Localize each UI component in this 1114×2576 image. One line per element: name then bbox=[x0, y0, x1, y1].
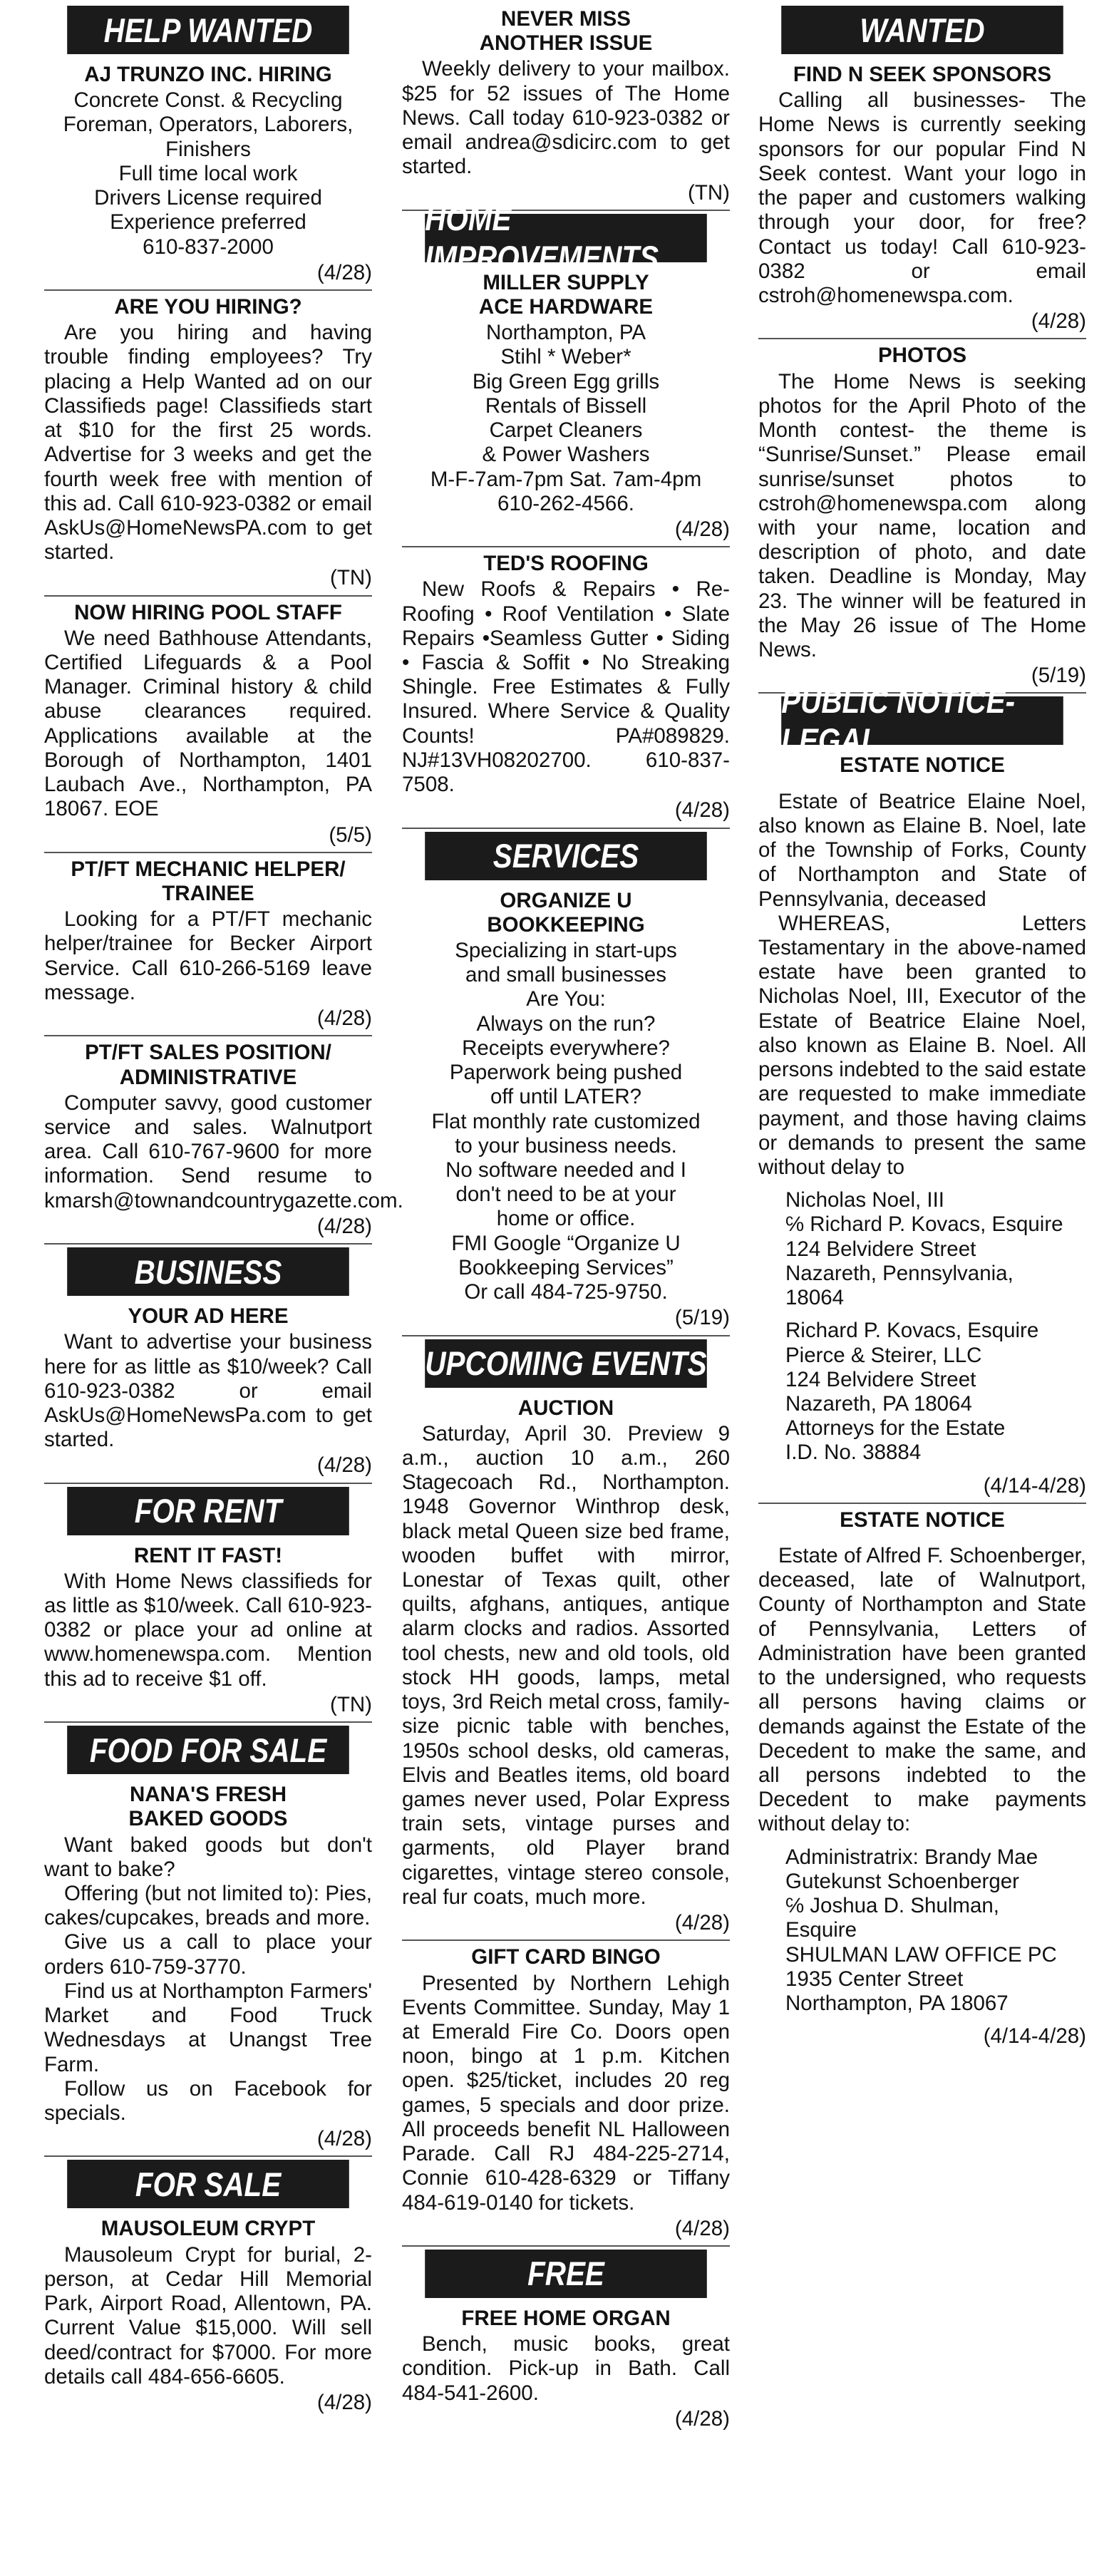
ad-body: Calling all businesses- The Home News is currently seeking sponsors for our popular Find N Seek contest. Want your logo in the paper and customers walking through your door, for free? Contact us today! Call 610-923-0382 or email cstroh@homenewspa.com. bbox=[758, 88, 1086, 307]
section-header-business: BUSINESS bbox=[67, 1247, 349, 1296]
ad-paragraph: Estate of Beatrice Elaine Noel, also known as Elaine B. Noel, late of the Township of Forks, County of Northampton and State of Pennsylvania, deceased bbox=[758, 789, 1086, 911]
ad-title: AJ TRUNZO INC. HIRING bbox=[84, 63, 332, 86]
ad-body: Looking for a PT/FT mechanic helper/trainee for Becker Airport Service. Call 610-266-5169 leave message. bbox=[44, 907, 372, 1004]
ad-date: (TN) bbox=[330, 1692, 372, 1716]
ad-find-n-seek bbox=[758, 58, 1086, 339]
ad-date: (4/28) bbox=[674, 2216, 730, 2240]
column-left bbox=[44, 3, 403, 2419]
ad-date: (4/28) bbox=[674, 798, 730, 823]
ad-organize bbox=[402, 885, 730, 1336]
section-header-for-sale: FOR SALE bbox=[67, 2160, 349, 2208]
ad-paragraph: Want baked goods but don't want to bake? bbox=[44, 1833, 372, 1881]
ad-body: Want to advertise your business here for as little as $10/week? Call 610-923-0382 or email AskUs@HomeNewsPa.com to get started. bbox=[44, 1330, 372, 1452]
section-header-public-notice: PUBLIC NOTICE-LEGAL bbox=[781, 696, 1063, 745]
section-header-wanted: WANTED bbox=[781, 6, 1063, 54]
ad-photos bbox=[758, 339, 1086, 694]
ad-paragraph: Offering (but not limited to): Pies, cakes/cupcakes, breads and more. bbox=[44, 1882, 372, 1930]
ad-title: YOUR AD HERE bbox=[128, 1304, 289, 1329]
ad-mechanic bbox=[44, 853, 372, 1037]
ad-title: TED'S ROOFING bbox=[483, 552, 649, 576]
ad-body: Northampton, PA Stihl * Weber* Big Green Egg grills Rentals of Bissell Carpet Cleaners & Power Washers M-F-7am-7pm Sat. 7am-4pm 610-262-4566. bbox=[430, 321, 702, 515]
ad-title: PHOTOS bbox=[877, 344, 967, 368]
ad-date: (4/28) bbox=[674, 517, 730, 541]
section-header-home-improvements: HOME IMPROVEMENTS bbox=[425, 214, 707, 262]
ad-bingo bbox=[402, 1941, 730, 2247]
ad-body: The Home News is seeking photos for the April Photo of the Month contest- the theme is “Sunrise/Sunset.” Please email sunrise/sunset photos to cstroh@homenewspa.com along with your name, location and description of photo, and date taken. Deadline is Monday, May 23. The winner will be featured in the May 26 issue of The Home News. bbox=[758, 369, 1086, 662]
section-header-services: SERVICES bbox=[425, 832, 707, 880]
ad-date: (4/28) bbox=[316, 2390, 372, 2414]
ad-date: (4/14-4/28) bbox=[983, 1473, 1086, 1498]
ad-date: (5/19) bbox=[1031, 664, 1086, 688]
section-header-for-rent: FOR RENT bbox=[67, 1487, 349, 1535]
ad-title: FIND N SEEK SPONSORS bbox=[793, 63, 1052, 86]
ad-crypt bbox=[44, 2212, 372, 2419]
ad-trunzo bbox=[44, 58, 372, 291]
ad-auction bbox=[402, 1392, 730, 1942]
ad-title: ESTATE NOTICE bbox=[840, 753, 1005, 778]
ad-title: MAUSOLEUM CRYPT bbox=[100, 2217, 316, 2241]
ad-date: (4/28) bbox=[316, 1006, 372, 1031]
ad-title: NEVER MISS ANOTHER ISSUE bbox=[479, 7, 653, 56]
ad-title: AUCTION bbox=[517, 1396, 614, 1420]
ad-body: Presented by Northern Lehigh Events Committee. Sunday, May 1 at Emerald Fire Co. Doors open noon, bingo at 1 p.m. Kitchen open. $25/ticket, includes 20 reg games, 5 specials and door prize. All proceeds benefit NL Halloween Parade. Call RJ 484-225-2714, Connie 610-428-6329 or Tiffany 484-619-0140 for tickets. bbox=[402, 1971, 730, 2215]
ad-miller bbox=[402, 267, 730, 547]
ad-body: New Roofs & Repairs • Re-Roofing • Roof Ventilation • Slate Repairs •Seamless Gutter • Siding • Fascia & Soffit • No Streaking Shingle. Free Estimates & Fully Insured. Where Service & Quality Counts! PA#089829. NJ#13VH08202700. 610-837-7508. bbox=[402, 577, 730, 797]
ad-paragraph: Give us a call to place your orders 610-759-3770. bbox=[44, 1930, 372, 1979]
section-header-help-wanted: HELP WANTED bbox=[67, 6, 349, 54]
ad-title: FREE HOME ORGAN bbox=[461, 2306, 671, 2330]
ad-your-ad bbox=[44, 1300, 372, 1484]
ad-title: NOW HIRING POOL STAFF bbox=[74, 600, 342, 624]
column-right bbox=[758, 3, 1086, 2053]
ad-are-you-hiring bbox=[44, 291, 372, 597]
ad-organ bbox=[402, 2302, 730, 2436]
ad-title: PT/FT MECHANIC HELPER/ TRAINEE bbox=[71, 857, 346, 905]
ad-date: (4/14-4/28) bbox=[983, 2024, 1086, 2049]
ad-body: Mausoleum Crypt for burial, 2-person, at Cedar Hill Memorial Park, Airport Road, Allentown, PA. Current Value $15,000. Will sell deed/contract for $7000. For more details call 484-656-6605. bbox=[44, 2242, 372, 2389]
ad-pool-staff bbox=[44, 597, 372, 853]
section-header-free: FREE bbox=[425, 2250, 707, 2298]
ad-nanas bbox=[44, 1778, 372, 2157]
ad-title: MILLER SUPPLY ACE HARDWARE bbox=[478, 270, 654, 319]
ad-date: (TN) bbox=[688, 180, 730, 205]
ad-date: (5/19) bbox=[674, 1306, 730, 1330]
ad-teds-roofing bbox=[402, 547, 730, 828]
ad-address: Administratrix: Brandy Mae Gutekunst Schoenberger ℅ Joshua D. Shulman, Esquire SHULMAN LAW OFFICE PC 1935 Center Street Northampton, PA 18067 bbox=[785, 1845, 1057, 2015]
ad-title: NANA'S FRESH BAKED GOODS bbox=[128, 1783, 288, 1831]
ad-paragraph: Follow us on Facebook for specials. bbox=[44, 2076, 372, 2125]
ad-date: (4/28) bbox=[316, 1214, 372, 1238]
ad-body: Saturday, April 30. Preview 9 a.m., auction 10 a.m., 260 Stagecoach Rd., Northampton. 1948 Governor Winthrop desk, black metal Queen size bed frame, wooden buffet with mirror, Lonestar of Texas quilt, other quilts, afghans, antiques, antique alarm clocks and radios. Assorted tool chests, new and old tools, old stock HH goods, lamps, metal toys, 3rd Reich metal cross, family-size picnic table with benches, 1950s school desks, old cameras, Elvis and Beatles items, old board games never used, Polar Express train sets, vintage purses and garments, old Player brand cigarettes, vintage stereo console, real fur coats, much more. bbox=[402, 1421, 730, 1909]
ad-title: RENT IT FAST! bbox=[133, 1543, 283, 1567]
ad-body: We need Bathhouse Attendants, Certified Lifeguards & a Pool Manager. Criminal history & child abuse clearances required. Applications available at the Borough of Northampton, 1401 Laubach Ave., Northampton, PA 18067. EOE bbox=[44, 626, 372, 821]
ad-date: (4/28) bbox=[674, 1911, 730, 1935]
ad-sales bbox=[44, 1036, 403, 1245]
ad-body: Bench, music books, great condition. Pick-up in Bath. Call 484-541-2600. bbox=[402, 2332, 730, 2405]
column-middle bbox=[402, 3, 730, 2436]
ad-title: ESTATE NOTICE bbox=[840, 1508, 1005, 1532]
ad-title: PT/FT SALES POSITION/ ADMINISTRATIVE bbox=[85, 1041, 331, 1089]
ad-body: Computer savvy, good customer service and sales. Walnutport area. Call 610-767-9600 for more information. Send resume to kmarsh@townandcountrygazette.com. bbox=[44, 1091, 403, 1212]
ad-body: Specializing in start-ups and small businesses Are You: Always on the run? Receipts everywhere? Paperwork being pushed off until LATER? Flat monthly rate customized to your business needs. No software needed and I don't need to be at your home or office. FMI Google “Organize U Bookkeeping Services” Or call 484-725-9750. bbox=[431, 939, 701, 1304]
ad-body: Concrete Const. & Recycling Foreman, Operators, Laborers, Finishers Full time local work Drivers License required Experience preferred 610-837-2000 bbox=[63, 88, 354, 259]
ad-date: (4/28) bbox=[674, 2406, 730, 2431]
ad-title: GIFT CARD BINGO bbox=[471, 1945, 661, 1969]
ad-title: ARE YOU HIRING? bbox=[114, 294, 302, 319]
ad-paragraph: WHEREAS, Letters Testamentary in the above-named estate have been granted to Nicholas Noel, III, Executor of the Estate of Beatrice Elaine Noel, also known as Elaine B. Noel. All persons indebted to the said estate are requested to make immediate payment, and those having claims or demands to present the same without delay to bbox=[758, 911, 1086, 1179]
section-header-upcoming-events: UPCOMING EVENTS bbox=[425, 1339, 707, 1388]
ad-address: Richard P. Kovacs, Esquire Pierce & Steirer, LLC 124 Belvidere Street Nazareth, PA 18064 Attorneys for the Estate I.D. No. 38884 bbox=[785, 1319, 1039, 1465]
ad-paragraph: Find us at Northampton Farmers' Market and Food Truck Wednesdays at Unangst Tree Farm. bbox=[44, 1979, 372, 2076]
ad-date: (4/28) bbox=[316, 260, 372, 284]
ad-date: (TN) bbox=[330, 566, 372, 590]
ad-body: Weekly delivery to your mailbox. $25 for 52 issues of The Home News. Call today 610-923-0382 or email andrea@sdicirc.com to get started. bbox=[402, 57, 730, 179]
ad-estate-notice-noel bbox=[758, 749, 1086, 1503]
ad-body: Are you hiring and having trouble finding employees? Try placing a Help Wanted ad on our Classifieds page! Classifieds start at $10 for the first 25 words. Advertise for 3 weeks and get the fourth week free with mention of this ad. Call 610-923-0382 or email AskUs@HomeNewsPA.com to get started. bbox=[44, 321, 372, 565]
ad-never-miss bbox=[402, 3, 730, 211]
ad-date: (4/28) bbox=[316, 2127, 372, 2151]
ad-paragraph: Estate of Alfred F. Schoenberger, deceased, late of Walnutport, County of Northampton and State of Pennsylvania, Letters of Administration have been granted to the undersigned, who requests all persons having claims or demands against the Estate of the Decedent to make the same, and all persons indebted to the Decedent to make payments without delay to: bbox=[758, 1544, 1086, 1836]
ad-estate-notice-schoenberger bbox=[758, 1504, 1086, 2054]
ad-title: ORGANIZE U BOOKKEEPING bbox=[487, 888, 645, 937]
ad-rent-it-fast bbox=[44, 1540, 372, 1724]
ad-body: With Home News classifieds for as little as $10/week. Call 610-923-0382 or place your ad online at www.homenewspa.com. Mention this ad to receive $1 off. bbox=[44, 1569, 372, 1691]
section-header-food-for-sale: FOOD FOR SALE bbox=[67, 1726, 349, 1774]
ad-date: (5/5) bbox=[329, 823, 372, 847]
ad-date: (4/28) bbox=[316, 1453, 372, 1478]
ad-address: Nicholas Noel, III ℅ Richard P. Kovacs, Esquire 124 Belvidere Street Nazareth, Pennsylvania, 18064 bbox=[785, 1188, 1063, 1310]
ad-date: (4/28) bbox=[1031, 309, 1086, 334]
